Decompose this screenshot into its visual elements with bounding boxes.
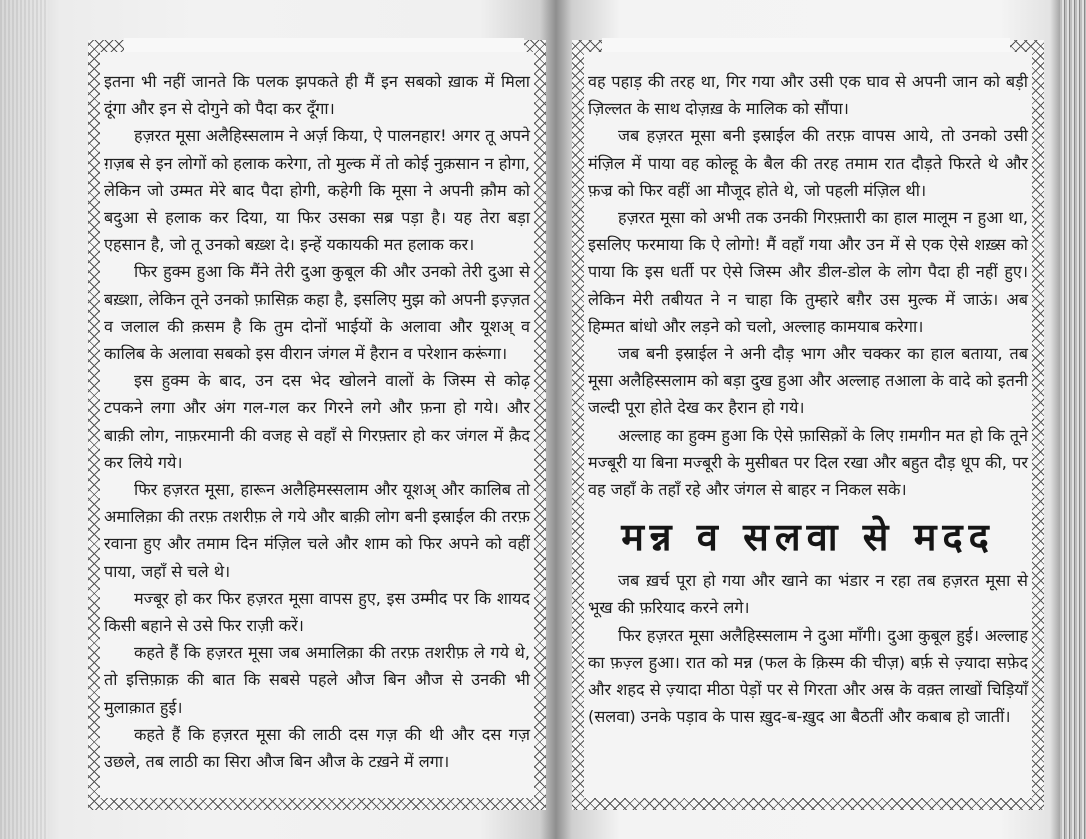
right-page-text-area [584,52,1032,798]
left-paragraph-8: कहते हैं कि हज़रत मूसा की लाठी दस गज़ की थी और दस गज़ उछले, तब लाठी का सिरा औज बिन औज के टख़ने में लगा। [104,724,530,772]
left-paragraph-1: इतना भी नहीं जानते कि पलक झपकते ही मैं इन सबको ख़ाक में मिला दूंगा और इन से दोगुने को पैदा कर दूँगा। [104,72,530,119]
left-page-edges [0,0,48,839]
left-paragraph-2: हज़रत मूसा अलैहिस्सलाम ने अर्ज़ किया, ऐ पालनहार! अगर तू अपने ग़ज़ब से इन लोगों को हलाक करेगा, तो मुल्क में तो कोई नुक़सान न होगा, लेकिन जो उम्मत मेरे बाद पैदा होगी, कहेगी कि मूसा ने अपनी क़ौम को बदुआ से हलाक कर दिया, या फिर उसका सब्र पड़ा है। यह तेरा बड़ा एहसान है, जो तू उनको बख़्श दे। इन्हें यकायकी मत हलाक कर। [104,126,530,255]
right-paragraph-7: फिर हज़रत मूसा अलैहिस्सलाम ने दुआ माँगी। दुआ कुबूल हुई। अल्लाह का फ़ज़्ल हुआ। रात को मन्न (फल के क़िस्म की चीज़) बर्फ़ से ज़्यादा सफ़ेद और शहद से ज़्यादा मीठा पेड़ों पर से गिरता और अस्र के वक़्त लाखों चिड़ियाँ (सलवा) उनके पड़ाव के पास ख़ुद-ब-ख़ुद आ बैठतीं और कबाब हो जातीं। [588,625,1028,727]
left-page-border-frame [88,40,546,810]
left-paragraph-6: मज्बूर हो कर फिर हज़रत मूसा वापस हुए, इस उम्मीद पर कि शायद किसी बहाने से उसे फिर राज़ी करें। [104,588,530,636]
right-paragraph-3: हज़रत मूसा को अभी तक उनकी गिरफ़्तारी का हाल मालूम न हुआ था, इसलिए फरमाया कि ऐ लोगो! मैं वहाँ गया और उन में से एक ऐसे शख़्स को पाया कि इस धर्ती पर ऐसे जिस्म और डील-डोल के लोग पैदा ही नहीं हुए। लेकिन मेरी तबीयत ने न चाहा कि तुम्हारे बग़ैर उस मुल्क में जाऊं। अब हिम्मत बांधो और लड़ने को चलो, अल्लाह कामयाब करेगा। [588,208,1028,336]
left-paragraph-3: फिर हुक्म हुआ कि मैंने तेरी दुआ कुबूल की और उनको तेरी दुआ से बख़्शा, लेकिन तूने उनको फ़ासिक़ कहा है, इसलिए मुझ को अपनी इज़्ज़त व जलाल की क़सम है कि तुम दोनों भाईयों के अलावा और यूशअ् व कालिब के अलावा सबको इस वीरान जंगल में हैरान व परेशान करूंगा। [104,262,530,364]
left-page-text-area [100,52,534,798]
left-paragraph-4: इस हुक्म के बाद, उन दस भेद खोलने वालों के जिस्म से कोढ़ टपकने लगा और अंग गल-गल कर गिरने लगे और फ़ना हो गये। और बाक़ी लोग, नाफ़रमानी की वजह से वहाँ से गिरफ़्तार हो कर जंगल में क़ैद कर लिये गये। [104,371,530,472]
right-page-edges [1060,0,1086,839]
section-heading: मन्न व सलवा से मदद [621,515,995,560]
right-paragraph-1: वह पहाड़ की तरह था, गिर गया और उसी एक घाव से अपनी जान को बड़ी ज़िल्लत के साथ दोज़ख़ के मालिक को सौंपा। [588,72,1028,119]
right-paragraph-2: जब हज़रत मूसा बनी इस्राईल की तरफ़ वापस आये, तो उनको उसी मंज़िल में पाया वह कोल्हू के बैल की तरह तमाम रात दौड़ते फिरते थे और फ़ज्र को फिर वहीं आ मौजूद होते थे, जो पहली मंज़िल थी। [588,126,1028,200]
right-paragraph-5: अल्लाह का हुक्म हुआ कि ऐसे फ़ासिक़ों के लिए ग़मगीन मत हो कि तूने मज्बूरी या बिना मज्बूरी के मुसीबत पर दिल रखा और बहुत दौड़ धूप की, पर वह जहाँ के तहाँ रहे और जंगल से बाहर न निकल सके। [588,425,1028,500]
right-paragraph-6: जब ख़र्च पूरा हो गया और खाने का भंडार न रहा तब हज़रत मूसा से भूख की फ़रियाद करने लगे। [588,571,1028,618]
right-paragraph-4: जब बनी इस्राईल ने अनी दौड़ भाग और चक्कर का हाल बताया, तब मूसा अलैहिस्सलाम को बड़ा दुख हुआ और अल्लाह तआला के वादे को इतनी जल्दी पूरा होते देख कर हैरान हो गये। [588,344,1028,418]
left-paragraph-7: कहते हैं कि हज़रत मूसा जब अमालिक़ा की तरफ़ तशरीफ़ ले गये थे, तो इत्तिफ़ाक़ की बात कि सबसे पहले औज बिन औज से उनकी भी मुलाक़ात हुई। [104,643,530,717]
right-page-border-frame [572,40,1044,810]
left-paragraph-5: फिर हज़रत मूसा, हारून अलैहिमस्सलाम और यूशअ् और कालिब तो अमालिक़ा की तरफ़ तशरीफ़ ले गये और बाक़ी लोग बनी इस्राईल की तरफ़ रवाना हुए और तमाम दिन मंज़िल चले और शाम को फिर अपने को वहीं पाया, जहाँ से चले थे। [104,480,530,581]
